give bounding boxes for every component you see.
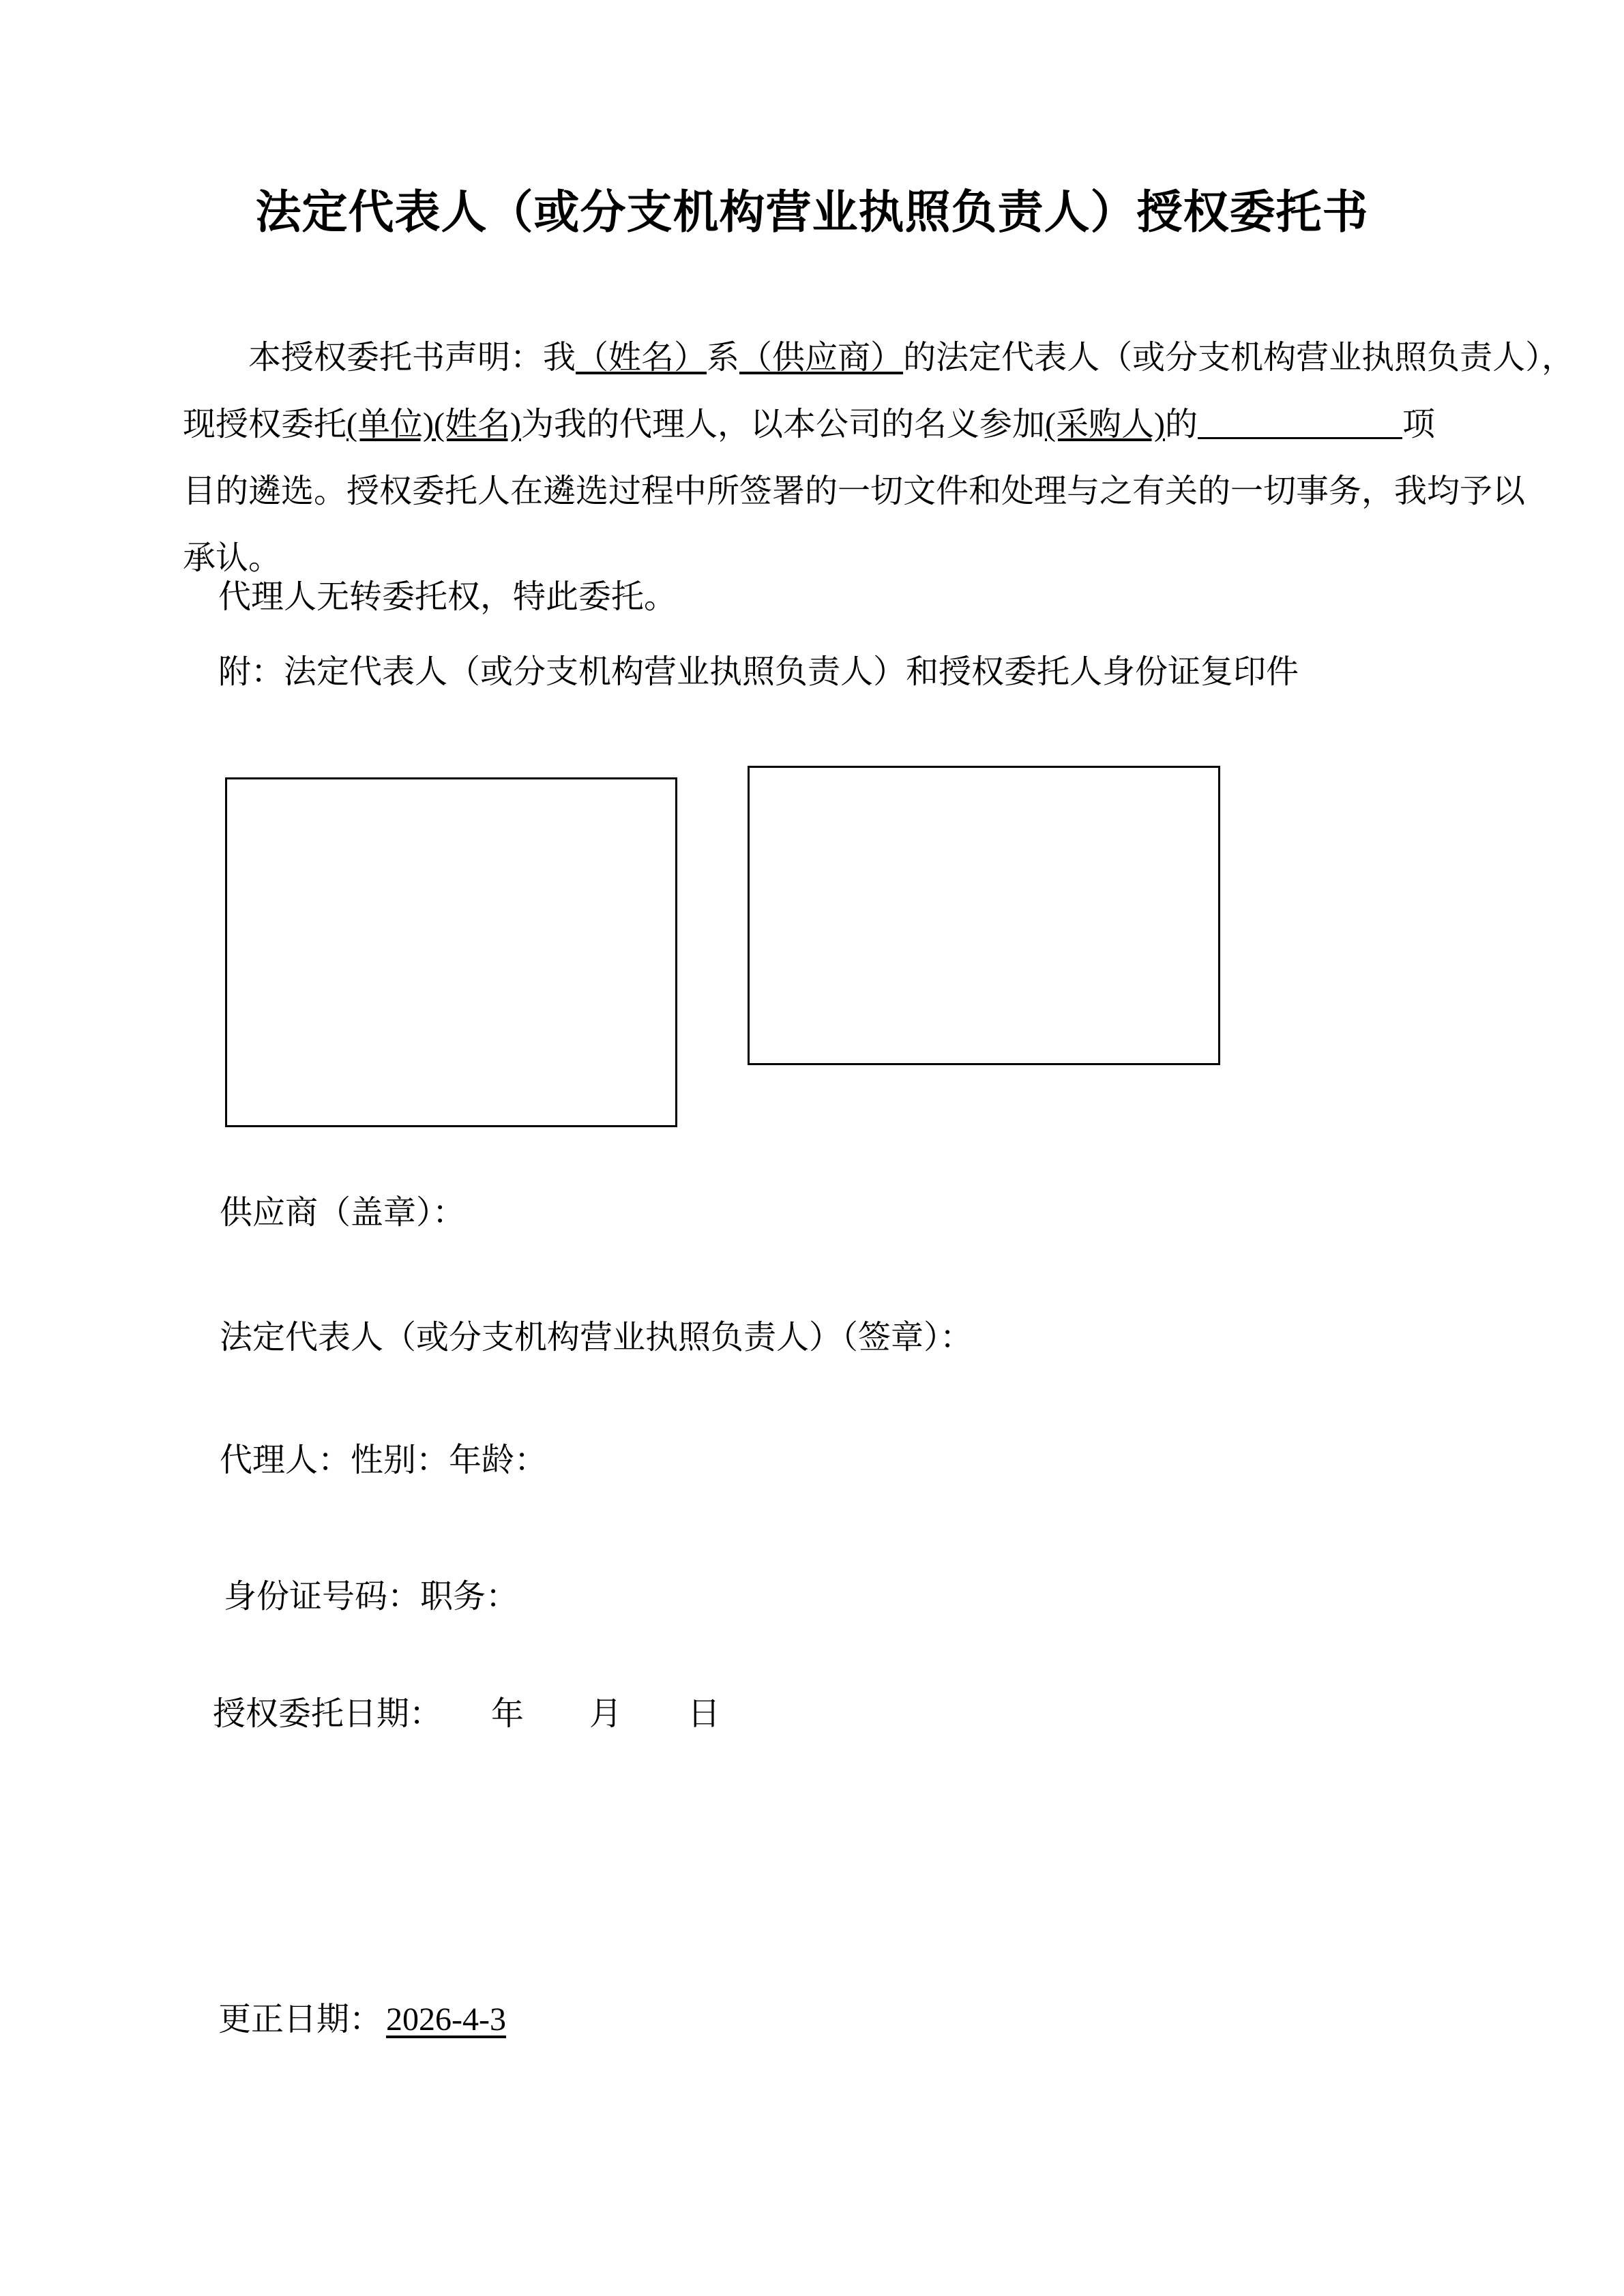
body-line-1 (183, 325, 1575, 391)
page-title: 法定代表人（或分支机构营业执照负责人）授权委托书 (255, 188, 1369, 238)
body-line-2-pre: 现授权委托 (183, 406, 347, 443)
field-agent-id-position[interactable]: 身份证号码：职务： (224, 1579, 519, 1615)
body-line-3: 目的遴选。授权委托人在遴选过程中所签署的一切文件和处理与之有关的一切事务，我均予以 (183, 473, 1526, 509)
body-line-2-after: 的 (1164, 406, 1198, 443)
body-line-2 (183, 391, 1451, 458)
field-principal-name[interactable]: （姓名） (576, 340, 707, 376)
id-photocopy-box-agent[interactable] (748, 766, 1220, 1065)
id-photocopy-box-legal-rep[interactable] (225, 777, 677, 1127)
field-supplier-seal[interactable]: 供应商（盖章）： (220, 1195, 466, 1231)
field-purchaser[interactable]: (采购人) (1044, 406, 1165, 443)
revision-date-label: 更正日期： (218, 2001, 383, 2038)
field-project-name-blank[interactable] (1198, 406, 1402, 439)
body-line-1-mid: 系 (707, 340, 740, 376)
body-line-1-pre: 本授权委托书声明：我 (248, 340, 576, 376)
field-agent-unit-name[interactable]: (单位)(姓名) (346, 406, 521, 443)
body-line-2-mid: 为我的代理人，以本公司的名义参加 (520, 406, 1045, 443)
field-agent-info[interactable]: 代理人：性别：年龄： (220, 1442, 548, 1478)
field-supplier-name[interactable]: （供应商） (739, 340, 904, 376)
body-line-4: 承认。 (183, 540, 282, 576)
field-legal-rep-signature[interactable]: 法定代表人（或分支机构营业执照负责人）（签章）： (220, 1320, 973, 1356)
statement-attachment: 附：法定代表人（或分支机构营业执照负责人）和授权委托人身份证复印件 (218, 654, 1299, 690)
statement-no-subdelegation: 代理人无转委托权，特此委托。 (218, 579, 677, 615)
body-line-1-post: 的法定代表人（或分支机构营业执照负责人）， (903, 340, 1575, 376)
authorization-body (183, 325, 1575, 592)
revision-date-value[interactable]: 2026-4-3 (386, 2001, 506, 2038)
body-line-2-tail: 项 (1402, 406, 1435, 443)
revision-date-line (218, 2003, 510, 2036)
field-authorization-date[interactable]: 授权委托日期： 年 月 日 (213, 1696, 721, 1732)
